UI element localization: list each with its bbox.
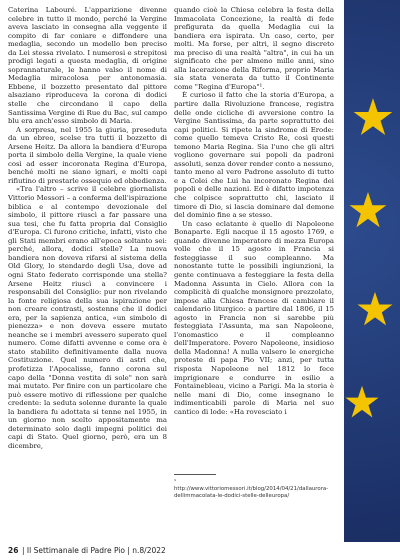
paragraph: quando cioè la Chiesa celebra la festa della Immacolata Concezione, la realtà di fede prefigurata da quella Medaglia cui la bandiera era ispirata. Un caso, certo, per molti. Ma forse, per altri, il segno discreto ma preciso di una realtà "altra", in cui ha un significato che per almeno mille anni, sino alla lacerazione della Riforma, proprio Maria sia stata venerata da tutto il Continente come "Regina d'Europa"¹.: [174, 6, 334, 91]
page-footer: [0, 542, 400, 560]
paragraph: È curioso il fatto che la storia d'Europa, a partire dalla Rivoluzione francese, registra delle onde cicliche di avversione contro la Vergine Santissima, da parte soprattutto dei capi politici. Si ripete la sindrome di Erode: come quello temeva Cristo Re, così questi temono Maria Regina. Sia l'uno che gli altri vogliono governare sui popoli da padroni assoluti, senza dover render conto a nessuno, tanto meno al vero Padrone assoluto di tutto e a Colei che Lui ha incoronato Regina dei popoli e delle nazioni. Ed è difatto impotenza che colpisce soprattutto chi, lasciato il timore di Dio, si lascia dominare dal demone del dominio fine a se stesso.: [174, 91, 334, 220]
article-column-left: [8, 6, 167, 450]
article-column-right: [174, 6, 334, 416]
magazine-title: | Il Settimanale di Padre Pio | n.8/2022: [22, 546, 166, 555]
paragraph: «Tra l'altro – scrive il celebre giornalista Vittorio Messori – a conferma dell'ispirazione biblica e al contempo devozionale del simbolo, il pittore riuscì a far passare una sua tesi, che fu fatta propria dal Consiglio d'Europa. Ci furono critiche, infatti, visto che gli Stati membri erano all'epoca soltanto sei: perché, allora, dodici stelle? La nuova bandiera non doveva rifarsi al sistema della Old Glory, lo stendardo degli Usa, dove ad ogni Stato federato corrisponde una stella? Arsene Heitz riuscì a convincere i responsabili del Consiglio: pur non rivelando la fonte religiosa della sua ispirazione per non creare contrasti, sostenne che il dodici era, per la sapienza antica, «un simbolo di pienezza» e non doveva essere mutato neanche se i membri avessero superato quel numero. Come difatti avvenne e come ora è stato stabilito definitivamente dalla nuova Costituzione. Quel numero di astri che, profetizza l'Apocalisse, fanno corona sul capo della "Donna vestita di sole" non sarà mai mutato. Per finire con un particolare che può essere motivo di riflessione per qualche credente: la seduta solenne durante la quale la bandiera fu adottata si tenne nel 1955, in un giorno non scelto appositamente ma determinato solo dagli impegni politici dei capi di Stato. Quel giorno, però, era un 8 dicembre,: [8, 185, 167, 450]
paragraph: Un caso eclatante è quello di Napoleone Bonaparte. Egli nacque il 15 agosto 1769, e quando divenne imperatore di mezza Europa volle che il 15 agosto in Francia si festeggiasse il suo compleanno. Ma nonostante tutte le possibili ingiunzioni, la gente continuava a festeggiare la festa della Madonna Assunta in Cielo. Allora con la complicità di qualche monsignore prezzolato, impose alla Chiesa francese di cambiare il calendario liturgico: a partire dal 1806, il 15 agosto in Francia non si sarebbe più festeggiata l'Assunta, ma san Napoleone, l'onomastico e il compleanno dell'Imperatore. Povero Napoleone, insidioso della Madonna! A nulla valsero le energiche proteste di papa Pio VII; anzi, per tutta risposta Napoleone nel 1812 lo fece imprigionare e condurre in esilio a Fontainebleau, vicino a Parigi. Ma la storia è nelle mani di Dio, come insegnano le indimenticabili parole di Maria nel suo cantico di lode: «Ha rovesciato i: [174, 219, 334, 416]
footnote-divider: [174, 474, 216, 475]
page-number: 26: [8, 546, 19, 555]
star-icon: [352, 96, 394, 138]
paragraph: Caterina Labouré. L'apparizione divenne celebre in tutto il mondo, perché la Vergine aveva lasciato in consegna alla veggente il compito di far coniare e diffondere una medaglia, secondo un modello ben preciso da Lei stessa rivelato. I numerosi e strepitosi prodigi legati a questa medaglia, di origine soprannaturale, le hanno valso il nome di Medaglia miracolosa per antonomasia. Ebbene, il bozzetto presentato dal pittore alsaziano riproduceva la corona di dodici stelle che circondano il capo della Santissima Vergine di Rue du Bac, sul campo blu era anch'esso simbolo di Maria.: [8, 6, 167, 126]
footnote: ¹ http://www.vittoriomessori.it/blog/2014/04/21/dallaurora-dellimmacolata-le-dodici-stelle-delleuropa/: [174, 479, 329, 499]
star-icon: [356, 290, 394, 328]
star-icon: [348, 190, 388, 230]
star-icon: [344, 384, 380, 420]
paragraph: A sorpresa, nel 1955 la giuria, preseduta da un ebreo, scelse tra tutti il bozzetto di Arsene Heitz. Da allora la bandiera d'Europa porta il simbolo della Vergine, la quale viene così ad esser incoronata Regina d'Europa, benché molti ne siano ignari, e molti capi rifiutino di prestarle ossequio ed obbedienza.: [8, 125, 167, 185]
